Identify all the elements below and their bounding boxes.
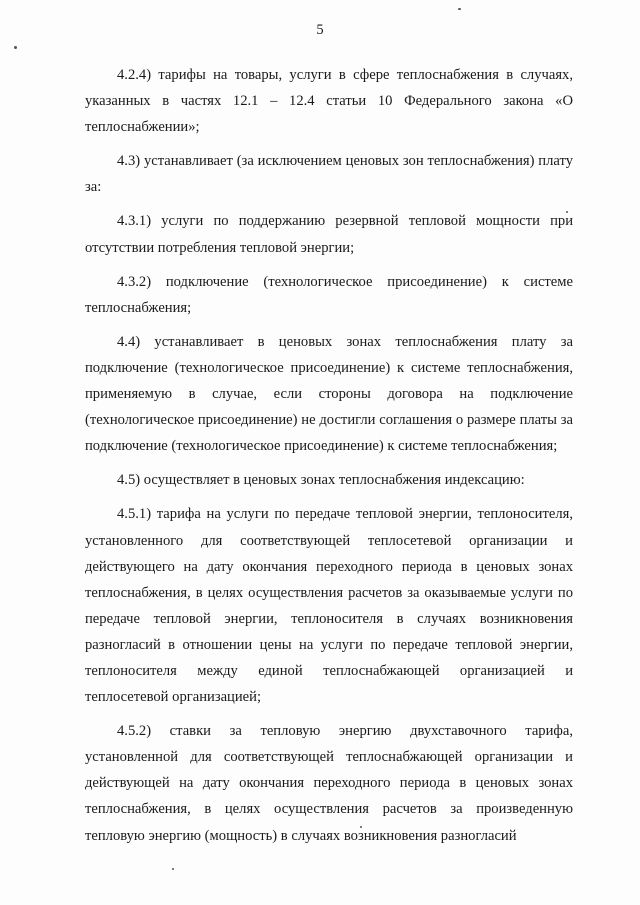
paragraph-4-3: 4.3) устанавливает (за исключением ценовых зон теплоснабжения) плату за: (85, 153, 573, 196)
paragraph-4-5-2: 4.5.2) ставки за тепловую энергию двухставочного тарифа, установленной для соответствующей теплоснабжающей организации и действующей на дату окончания переходного периода в ценовых зонах теплоснабжения, в целях осуществления расчетов за произведенную тепловую энергию (мощность) в случаях возникновения разногласий (85, 723, 573, 844)
document-body (85, 62, 573, 849)
scan-speck (14, 46, 17, 49)
paragraph-4-4: 4.4) устанавливает в ценовых зонах теплоснабжения плату за подключение (технологическое присоединение) к системе теплоснабжения, применяемую в случае, если стороны договора на подключение (технологическое присоединение) не достигли соглашения о размере платы за подключение (технологическое присоединение) к системе теплоснабжения; (85, 333, 573, 455)
paragraph-4-3-2: 4.3.2) подключение (технологическое присоединение) к системе теплоснабжения; (85, 273, 573, 316)
scan-speck (458, 8, 461, 10)
scan-speck (566, 211, 568, 213)
paragraph-4-5: 4.5) осуществляет в ценовых зонах теплоснабжения индексацию: (117, 472, 525, 489)
page-number: 5 (316, 22, 324, 38)
scan-speck (360, 826, 362, 828)
paragraph-4-3-1: 4.3.1) услуги по поддержанию резервной тепловой мощности при отсутствии потребления тепловой энергии; (85, 213, 573, 256)
paragraph-4-5-1: 4.5.1) тарифа на услуги по передаче тепловой энергии, теплоносителя, установленного для соответствующей теплосетевой организации и действующего на дату окончания переходного периода в ценовых зонах теплоснабжения, в целях осуществления расчетов за оказываемые услуги по передаче тепловой энергии, теплоносителя в случаях возникновения разногласий в отношении цены на услуги по передаче тепловой энергии, теплоносителя между единой теплоснабжающей организацией и теплосетевой организацией; (85, 506, 573, 706)
scan-speck (172, 868, 174, 870)
paragraph-4-2-4: 4.2.4) тарифы на товары, услуги в сфере теплоснабжения в случаях, указанных в частях 12.1 – 12.4 статьи 10 Федерального закона «О теплоснабжении»; (85, 67, 573, 136)
